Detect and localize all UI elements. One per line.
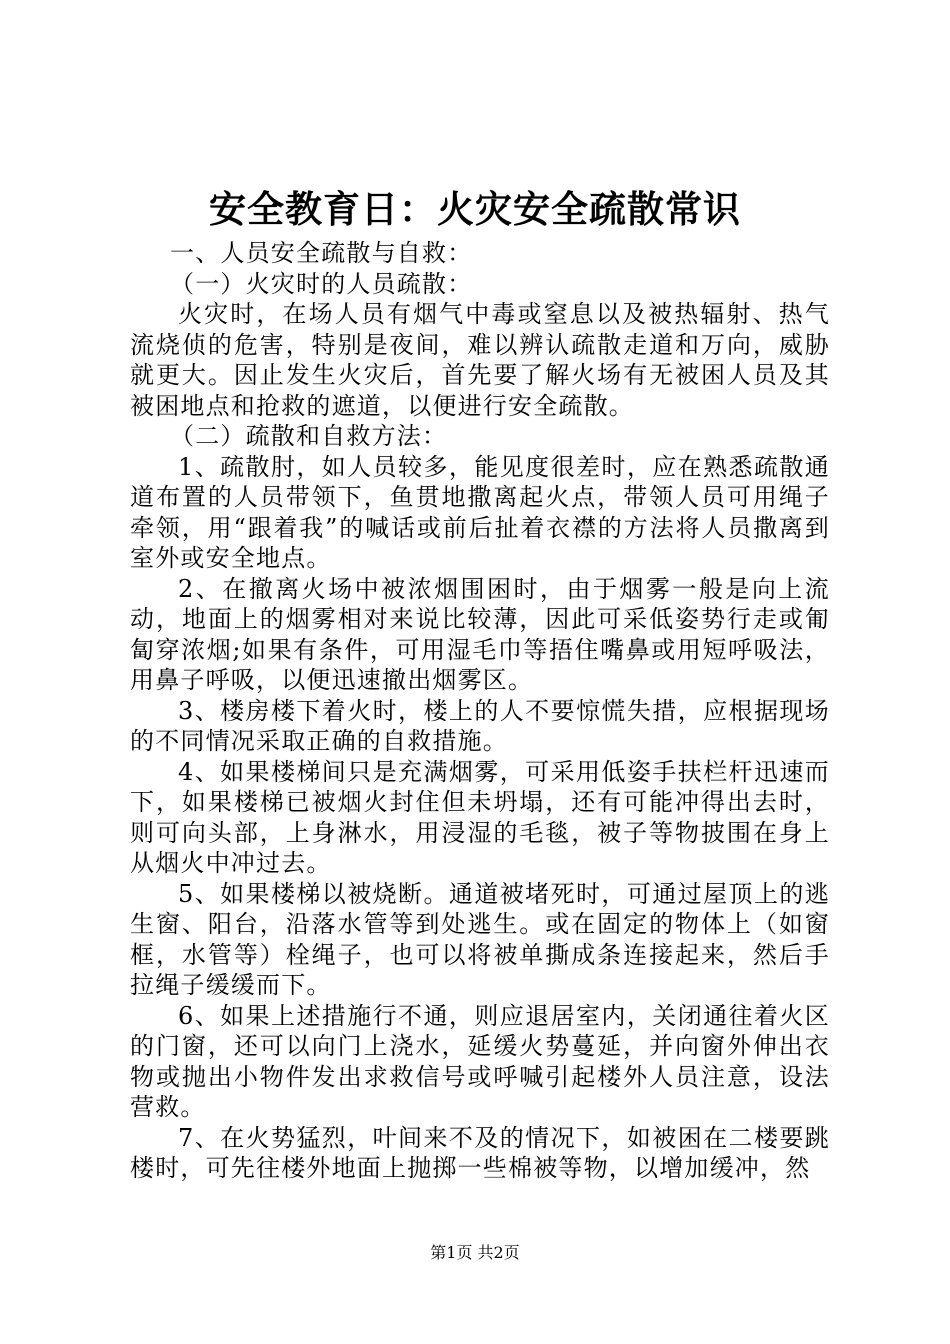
body-paragraph: 3、楼房楼下着火时，楼上的人不要惊慌失措，应根据现场的不同情况采取正确的自救措施。 (130, 696, 830, 755)
body-paragraph: 1、疏散肘，如人员较多，能见度很差时，应在熟悉疏散通道布置的人员带领下，鱼贯地撒离起火点，带领人员可用绳子牵领，用“跟着我”的喊话或前后扯着衣襟的方法将人员撒离到室外或安全地点。 (130, 452, 830, 572)
subsection-heading: （一）火灾时的人员疏散： (170, 269, 473, 298)
section-heading: 一、人员安全疏散与自救： (170, 239, 473, 267)
document-title: 安全教育日：火灾安全疏散常识 (209, 187, 741, 231)
body-paragraph: 2、在撤离火场中被浓烟围困时，由于烟雾一般是向上流动，地面上的烟雾相对来说比较薄，因此可采低姿势行走或匍匐穿浓烟;如果有条件，可用湿毛巾等捂住嘴鼻或用短呼吸法，用鼻子呼吸，以便迅速撤出烟雾区。 (130, 574, 830, 694)
body-paragraph: 火灾时，在场人员有烟气中毒或窒息以及被热辐射、热气流烧侦的危害，特别是夜间，难以辨认疏散走道和万向，威胁就更大。因止发生火灾后，首先要了解火场有无被困人员及其被困地点和抢救的遮道，以便进行安全疏散。 (130, 300, 830, 420)
body-paragraph: 7、在火势猛烈，叶间来不及的情况下，如被困在二楼要跳楼时，可先往楼外地面上抛掷一些棉被等物，以增加缓冲，然 (130, 1123, 830, 1182)
body-paragraph: 4、如果楼梯间只是充满烟雾，可采用低姿手扶栏杆迅速而下，如果楼梯已被烟火封住但未坍塌，还有可能冲得出去时，则可向头部，上身淋水，用浸湿的毛毯，被子等物披围在身上从烟火中冲过去。 (130, 757, 830, 877)
body-paragraph: 5、如果楼梯以被烧断。通道被堵死时，可通过屋顶上的逃生窗、阳台，沿落水管等到处逃生。或在固定的物体上（如窗框，水管等）栓绳子，也可以将被单撕成条连接起来，然后手拉绳子缓缓而下。 (130, 879, 830, 999)
document-body (130, 238, 830, 1184)
subsection-heading: （二）疏散和自救方法： (170, 422, 448, 450)
body-paragraph: 6、如果上述措施行不通，则应退居室内，关闭通往着火区的门窗，还可以向门上浇水，延缓火势蔓延，并向窗外伸出衣物或抛出小物件发出求救信号或呼喊引起楼外人员注意，设法营救。 (130, 1001, 830, 1121)
page-number-footer: 第1页 共2页 (430, 1243, 520, 1262)
